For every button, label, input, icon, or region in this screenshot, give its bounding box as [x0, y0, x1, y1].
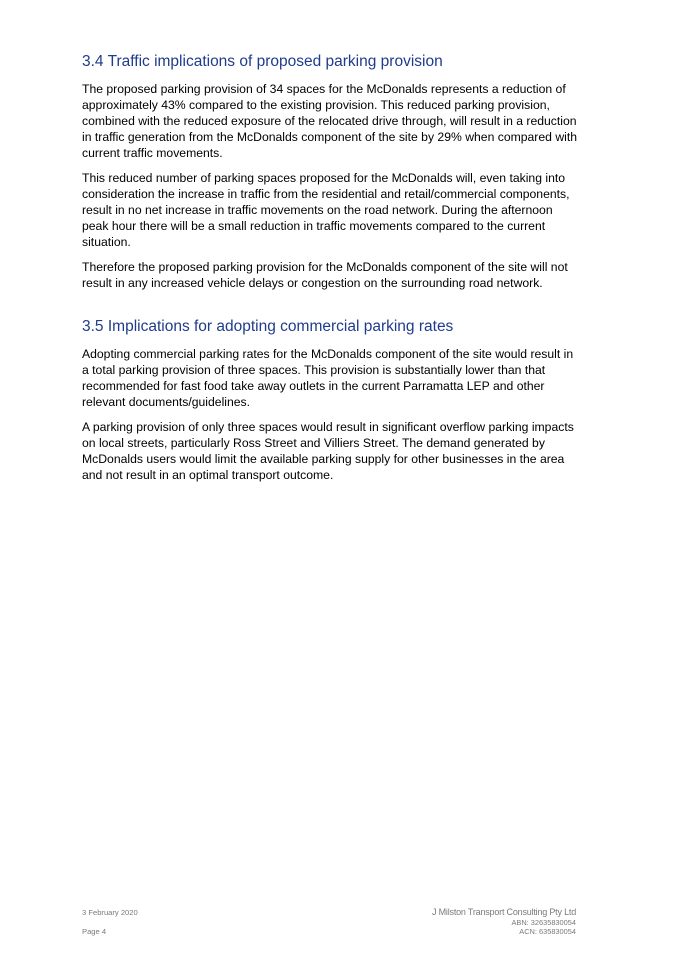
- paragraph: Adopting commercial parking rates for the McDonalds component of the site would result in a total parking provision of three spaces. This provision is substantially lower than that recommended for fast food take away outlets in the current Parramatta LEP and other relevant documents/guidelines.: [82, 347, 574, 409]
- footer-left: [82, 907, 138, 937]
- paragraph: A parking provision of only three spaces would result in significant overflow parking impacts on local streets, particularly Ross Street and Villiers Street. The demand generated by McDonalds users would limit the available parking supply for other businesses in the area and not result in an optimal transport outcome.: [82, 420, 574, 482]
- section-commercial-parking-rates: [82, 317, 582, 483]
- footer-date: 3 February 2020: [82, 908, 138, 917]
- document-body: [82, 52, 582, 492]
- footer-page-number: Page 4: [82, 927, 107, 936]
- footer-acn: ACN: 635830054: [519, 927, 576, 936]
- section-heading: 3.4 Traffic implications of proposed parking provision: [82, 53, 443, 70]
- footer-abn: ABN: 32635830054: [511, 918, 576, 927]
- footer-company-name: J Milston Transport Consulting Pty Ltd: [432, 907, 576, 917]
- paragraph: Therefore the proposed parking provision for the McDonalds component of the site will not result in any increased vehicle delays or congestion on the surrounding road network.: [82, 260, 568, 290]
- paragraph: This reduced number of parking spaces proposed for the McDonalds will, even taking into consideration the increase in traffic from the residential and retail/commercial components, result in no net increase in traffic movements on the road network. During the afternoon peak hour there will be a small reduction in traffic movements compared to the current situation.: [82, 171, 570, 249]
- footer-right: [432, 906, 576, 936]
- paragraph: The proposed parking provision of 34 spaces for the McDonalds represents a reduction of approximately 43% compared to the existing provision. This reduced parking provision, combined with the reduced exposure of the relocated drive through, will result in a reduction in traffic generation from the McDonalds component of the site by 29% when compared with current traffic movements.: [82, 82, 577, 160]
- section-heading: 3.5 Implications for adopting commercial parking rates: [82, 318, 454, 335]
- section-traffic-implications: [82, 52, 582, 291]
